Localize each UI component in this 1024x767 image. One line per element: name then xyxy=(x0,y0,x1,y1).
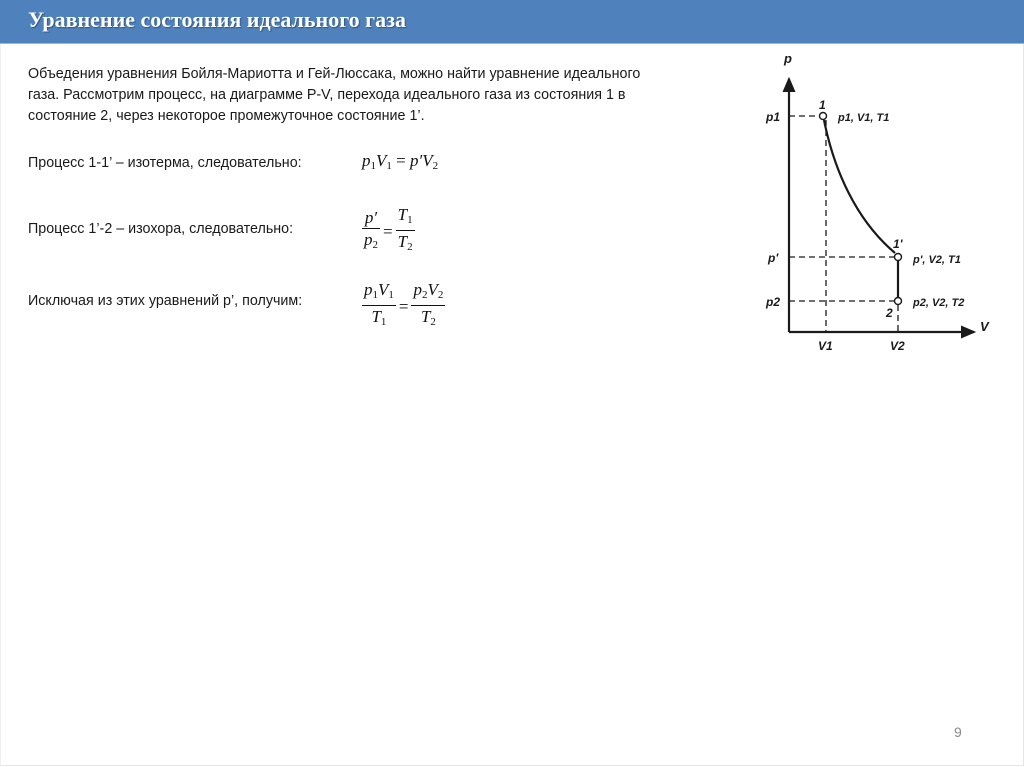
point-2 xyxy=(895,298,902,305)
fraction-right xyxy=(396,205,415,258)
subscript: 1 xyxy=(380,316,387,328)
equals-sign: = xyxy=(396,151,406,170)
page-number: 9 xyxy=(954,724,962,740)
symbol: p xyxy=(364,280,373,299)
point-1-label: 1 xyxy=(819,98,826,112)
symbol: V xyxy=(427,280,438,299)
point-1-prime-state: p', V2, T1 xyxy=(913,254,961,266)
tick-v2: V2 xyxy=(890,339,905,353)
intro-line: состояние 2, через некоторое промежуточное состояние 1’. xyxy=(28,108,425,124)
subscript: 1 xyxy=(386,160,392,172)
statement-isotherm: Процесс 1-1’ – изотерма, следовательно: xyxy=(28,155,302,171)
statement-isochore: Процесс 1’-2 – изохора, следовательно: xyxy=(28,221,294,237)
intro-paragraph xyxy=(28,64,728,127)
subscript: 2 xyxy=(421,289,428,301)
point-2-label: 2 xyxy=(886,306,893,320)
fraction-left xyxy=(362,280,396,333)
symbol: p′ xyxy=(364,207,378,227)
point-1-prime-label: 1' xyxy=(893,237,903,251)
title-bar xyxy=(0,0,1024,43)
isotherm-curve xyxy=(824,120,895,253)
p-axis-label: p xyxy=(784,51,792,66)
symbol: p xyxy=(413,280,422,299)
subscript: 1 xyxy=(372,289,378,301)
v-axis-label: V xyxy=(980,319,989,334)
intro-line: газа. Рассмотрим процесс, на диаграмме P-V, перехода идеального газа из состояния 1 в xyxy=(28,87,626,103)
subscript: 2 xyxy=(430,316,436,328)
equals-sign: = xyxy=(383,221,393,241)
statement-combined: Исключая из этих уравнений р’, получим: xyxy=(28,293,303,309)
point-1-state: p1, V1, T1 xyxy=(838,112,890,124)
subscript: 2 xyxy=(437,289,444,301)
symbol: T xyxy=(397,205,408,224)
symbol: V xyxy=(378,280,389,299)
intro-line: Объедения уравнения Бойля-Мариотта и Гей-Люссака, можно найти уравнение идеального xyxy=(28,66,641,82)
point-1-prime xyxy=(895,254,902,261)
subscript: 1 xyxy=(407,214,413,226)
slide-title: Уравнение состояния идеального газа xyxy=(28,7,406,32)
fraction-left xyxy=(362,208,380,256)
symbol: T xyxy=(397,232,408,251)
tick-v1: V1 xyxy=(818,339,833,353)
guide-lines xyxy=(789,116,898,332)
symbol: p xyxy=(364,229,373,249)
symbol: V xyxy=(422,151,433,170)
symbol: p′ xyxy=(409,151,423,170)
tick-p2: p2 xyxy=(766,295,781,309)
tick-p1: p1 xyxy=(766,110,781,124)
point-1 xyxy=(820,113,827,120)
equals-sign: = xyxy=(398,296,409,316)
symbol: V xyxy=(376,151,387,170)
tick-p-prime: p' xyxy=(768,251,779,265)
subscript: 2 xyxy=(372,238,378,251)
fraction-right xyxy=(411,280,445,333)
formula-combined xyxy=(362,280,445,333)
symbol: T xyxy=(420,307,431,326)
subscript: 2 xyxy=(407,241,413,253)
symbol: T xyxy=(371,307,381,326)
subscript: 1 xyxy=(388,289,394,301)
title-bar-divider xyxy=(0,43,1024,44)
subscript: 1 xyxy=(370,160,376,172)
pv-diagram xyxy=(760,45,1010,355)
point-2-state: p2, V2, T2 xyxy=(913,297,965,309)
formula-isotherm xyxy=(362,151,438,172)
subscript: 2 xyxy=(432,160,439,172)
symbol: p xyxy=(362,151,371,170)
formula-isochore xyxy=(362,205,415,258)
